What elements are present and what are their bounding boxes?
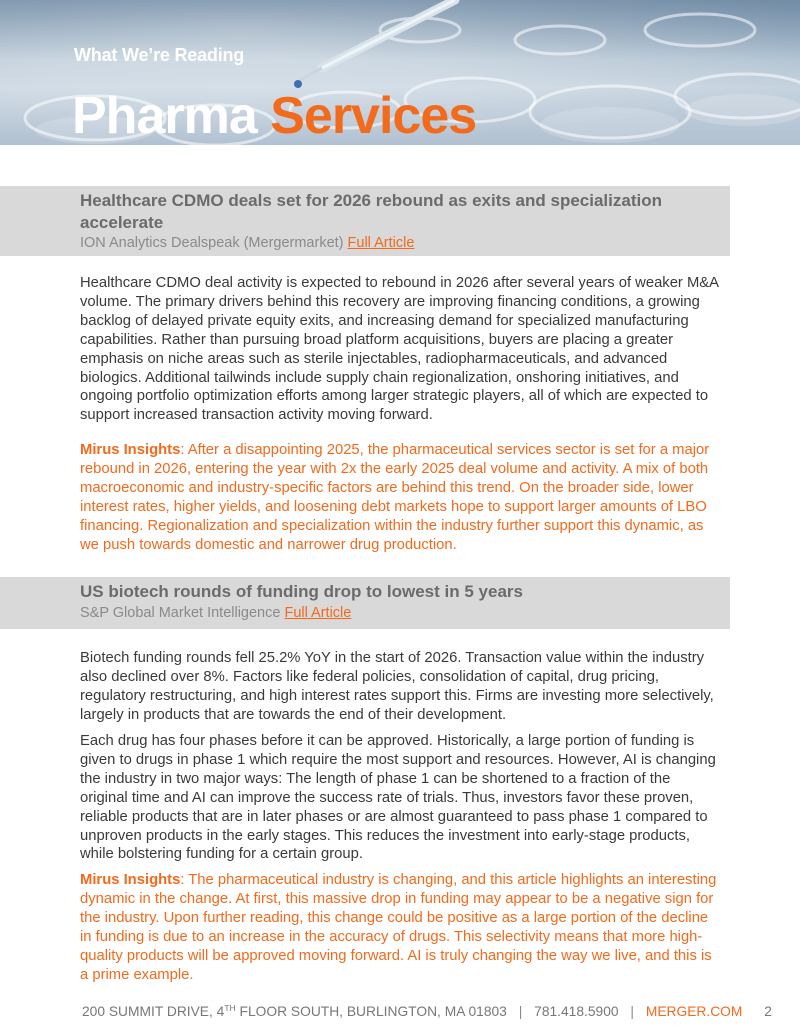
footer-address-start: 200 SUMMIT DRIVE, 4: [82, 1004, 225, 1019]
page-number: 2: [764, 1004, 772, 1019]
article-2-paragraph-2: Each drug has four phases before it can be approved. Historically, a large portion of funding is given to drugs in phase 1 which require the most support and resources. However, AI is changing the industry in two major ways: The length of phase 1 can be shortened to a fraction of the original time and AI can improve the success rate of trials. Thus, investors favor these proven, reliable products that are in later phases or are almost guaranteed to pass phase 1 compared to unproven products in the early stages. This reduces the investment into early-stage products, while bolstering funding for a certain group.: [80, 733, 716, 863]
footer-address-end: FLOOR SOUTH, BURLINGTON, MA 01803: [235, 1004, 507, 1019]
title-part-pharma: Pharma: [72, 87, 257, 145]
article-2-title: US biotech rounds of funding drop to lowest in 5 years: [80, 582, 523, 601]
footer-address-superscript: TH: [224, 1003, 236, 1013]
header-kicker: What We’re Reading: [74, 45, 245, 65]
article-2-insight-label: Mirus Insights: [80, 872, 181, 888]
article-2-full-article-link[interactable]: Full Article: [284, 604, 352, 621]
article-2-heading-band: [0, 577, 730, 629]
article-1-title: Healthcare CDMO deals set for 2026 rebound as exits and specialization accelerate: [80, 191, 662, 232]
article-1-insight-label: Mirus Insights: [80, 442, 181, 458]
article-1-summary: Healthcare CDMO deal activity is expected to rebound in 2026 after several years of weaker M&A volume. The primary drivers behind this recovery are improving financing conditions, a growing backlog of delayed private equity exits, and increasing demand for specialized manufacturing capabilities. Rather than pursuing broad platform acquisitions, buyers are placing a greater emphasis on niche areas such as sterile injectables, radiopharmaceuticals, and advanced biologics. Additional tailwinds include supply chain regionalization, onshoring initiatives, and ongoing portfolio optimization efforts among larger strategic players, all of which are expected to support increased transaction activity moving forward.: [80, 275, 719, 424]
article-1-insight: [80, 441, 720, 554]
footer-website-link[interactable]: MERGER.COM: [645, 1004, 743, 1019]
title-part-services: Services: [270, 87, 477, 145]
page-footer: [82, 1003, 772, 1019]
article-2-insight: [80, 871, 720, 984]
article-2-insight-text: : The pharmaceutical industry is changing, and this article highlights an interesting dynamic in the change. At first, this massive drop in funding may appear to be a negative sign for the industry. Upon further reading, this change could be positive as a large portion of the decline in funding is due to an increase in the accuracy of drugs. This selectivity means that more high-quality products will be approved moving forward. AI is truly changing the way we live, and this is a prime example.: [80, 872, 717, 983]
header-banner: [0, 0, 800, 145]
article-2-source: S&P Global Market Intelligence: [80, 604, 281, 621]
footer-phone: 781.418.5900: [534, 1004, 619, 1019]
article-1-source-line: [80, 233, 730, 253]
footer-address: [82, 1004, 507, 1019]
article-1-insight-text: : After a disappointing 2025, the pharmaceutical services sector is set for a major rebound in 2026, entering the year with 2x the early 2025 deal volume and activity. A mix of both macroeconomic and industry-specific factors are behind this trend. On the broader side, lower interest rates, higher yields, and loosening debt markets hope to support larger amounts of LBO financing. Regionalization and specialization within the industry further support this dynamic, as we push towards domestic and narrower drug production.: [80, 442, 710, 553]
page-title: [72, 86, 476, 145]
article-2-source-line: [80, 603, 730, 623]
footer-separator: |: [518, 1004, 523, 1019]
article-1-heading-band: [0, 186, 730, 256]
footer-separator: |: [630, 1004, 634, 1019]
article-1-source: ION Analytics Dealspeak (Mergermarket): [80, 235, 344, 251]
article-2-paragraph-1: Biotech funding rounds fell 25.2% YoY in the start of 2026. Transaction value within the industry also declined over 8%. Factors like federal policies, consolidation of capital, drug pricing, regulatory restructuring, and high interest rates support this. Firms are investing more selectively, largely in products that are towards the end of their development.: [80, 650, 714, 723]
article-1-full-article-link[interactable]: Full Article: [347, 235, 415, 251]
